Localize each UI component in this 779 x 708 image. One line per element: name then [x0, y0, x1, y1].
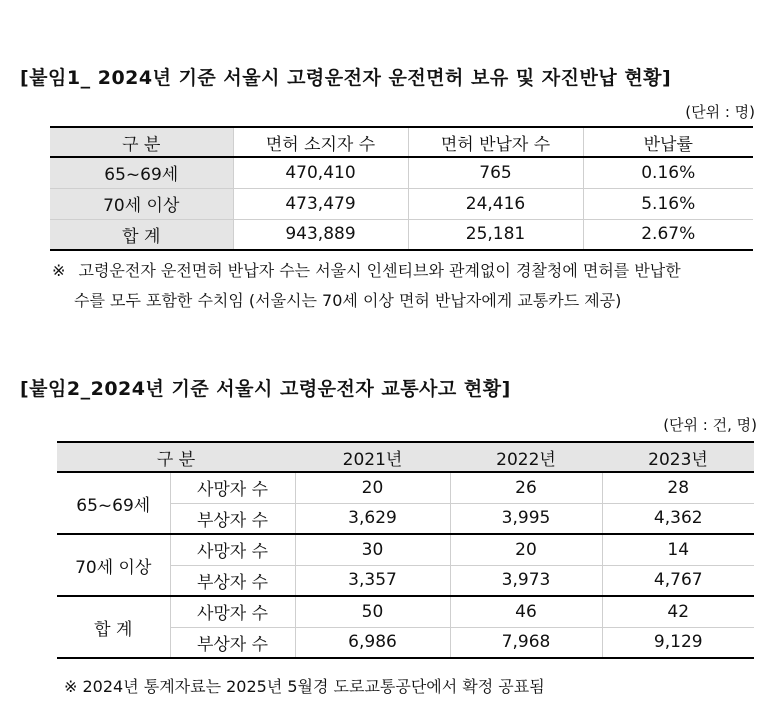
value-2022: 26	[450, 472, 602, 503]
section2-unit: (단위 : 건, 명)	[663, 416, 757, 434]
value-2022: 3,973	[450, 565, 602, 596]
value-2023: 42	[602, 596, 754, 627]
type-cell: 부상자 수	[170, 503, 295, 534]
type-cell: 사망자 수	[170, 472, 295, 503]
value-2023: 4,362	[602, 503, 754, 534]
license-table	[50, 126, 753, 251]
section1-note-line1	[52, 256, 681, 286]
col-header-2021: 2021년	[295, 442, 450, 472]
table-row	[57, 596, 754, 627]
value-2023: 28	[602, 472, 754, 503]
license-table-header	[50, 127, 753, 157]
rate-cell: 5.16%	[583, 188, 753, 219]
row-label: 합 계	[50, 219, 233, 250]
section1-note-line2: 수를 모두 포함한 수치임 (서울시는 70세 이상 면허 반납자에게 교통카드 제공)	[74, 291, 622, 310]
table-row	[57, 534, 754, 565]
table-row	[50, 157, 753, 188]
col-header-category: 구 분	[50, 127, 233, 157]
type-cell: 사망자 수	[170, 596, 295, 627]
group-label-total: 합 계	[57, 596, 170, 658]
group-label: 65~69세	[57, 472, 170, 534]
section1-note	[52, 256, 681, 316]
col-header-2023: 2023년	[602, 442, 754, 472]
holders-cell: 473,479	[233, 188, 408, 219]
value-2021: 3,629	[295, 503, 450, 534]
value-2023: 9,129	[602, 627, 754, 658]
rate-cell: 0.16%	[583, 157, 753, 188]
group-label: 70세 이상	[57, 534, 170, 596]
section2-title: [붙임2_2024년 기준 서울시 고령운전자 교통사고 현황]	[20, 378, 511, 400]
col-header-2022: 2022년	[450, 442, 602, 472]
table-row	[57, 472, 754, 503]
col-header-category: 구 분	[57, 442, 295, 472]
value-2023: 14	[602, 534, 754, 565]
section1-title: [붙임1_ 2024년 기준 서울시 고령운전자 운전면허 보유 및 자진반납 현황]	[20, 67, 672, 89]
type-cell: 부상자 수	[170, 627, 295, 658]
accident-table-header	[57, 442, 754, 472]
value-2021: 3,357	[295, 565, 450, 596]
value-2023: 4,767	[602, 565, 754, 596]
accident-table	[57, 441, 754, 659]
note-text-1: 고령운전자 운전면허 반납자 수는 서울시 인센티브와 관계없이 경찰청에 면허를 반납한	[78, 261, 681, 280]
value-2022: 3,995	[450, 503, 602, 534]
returned-cell: 25,181	[408, 219, 583, 250]
holders-cell: 470,410	[233, 157, 408, 188]
returned-cell: 765	[408, 157, 583, 188]
type-cell: 사망자 수	[170, 534, 295, 565]
value-2021: 20	[295, 472, 450, 503]
value-2021: 30	[295, 534, 450, 565]
note-mark: ※	[52, 261, 66, 280]
type-cell: 부상자 수	[170, 565, 295, 596]
holders-cell: 943,889	[233, 219, 408, 250]
col-header-returned: 면허 반납자 수	[408, 127, 583, 157]
returned-cell: 24,416	[408, 188, 583, 219]
table-row-total	[50, 219, 753, 250]
col-header-rate: 반납률	[583, 127, 753, 157]
value-2021: 50	[295, 596, 450, 627]
value-2021: 6,986	[295, 627, 450, 658]
section2-note: ※ 2024년 통계자료는 2025년 5월경 도로교통공단에서 확정 공표됨	[64, 677, 545, 696]
section1-unit: (단위 : 명)	[685, 103, 755, 121]
row-label: 65~69세	[50, 157, 233, 188]
rate-cell: 2.67%	[583, 219, 753, 250]
table-row	[50, 188, 753, 219]
col-header-holders: 면허 소지자 수	[233, 127, 408, 157]
value-2022: 20	[450, 534, 602, 565]
value-2022: 46	[450, 596, 602, 627]
row-label: 70세 이상	[50, 188, 233, 219]
value-2022: 7,968	[450, 627, 602, 658]
